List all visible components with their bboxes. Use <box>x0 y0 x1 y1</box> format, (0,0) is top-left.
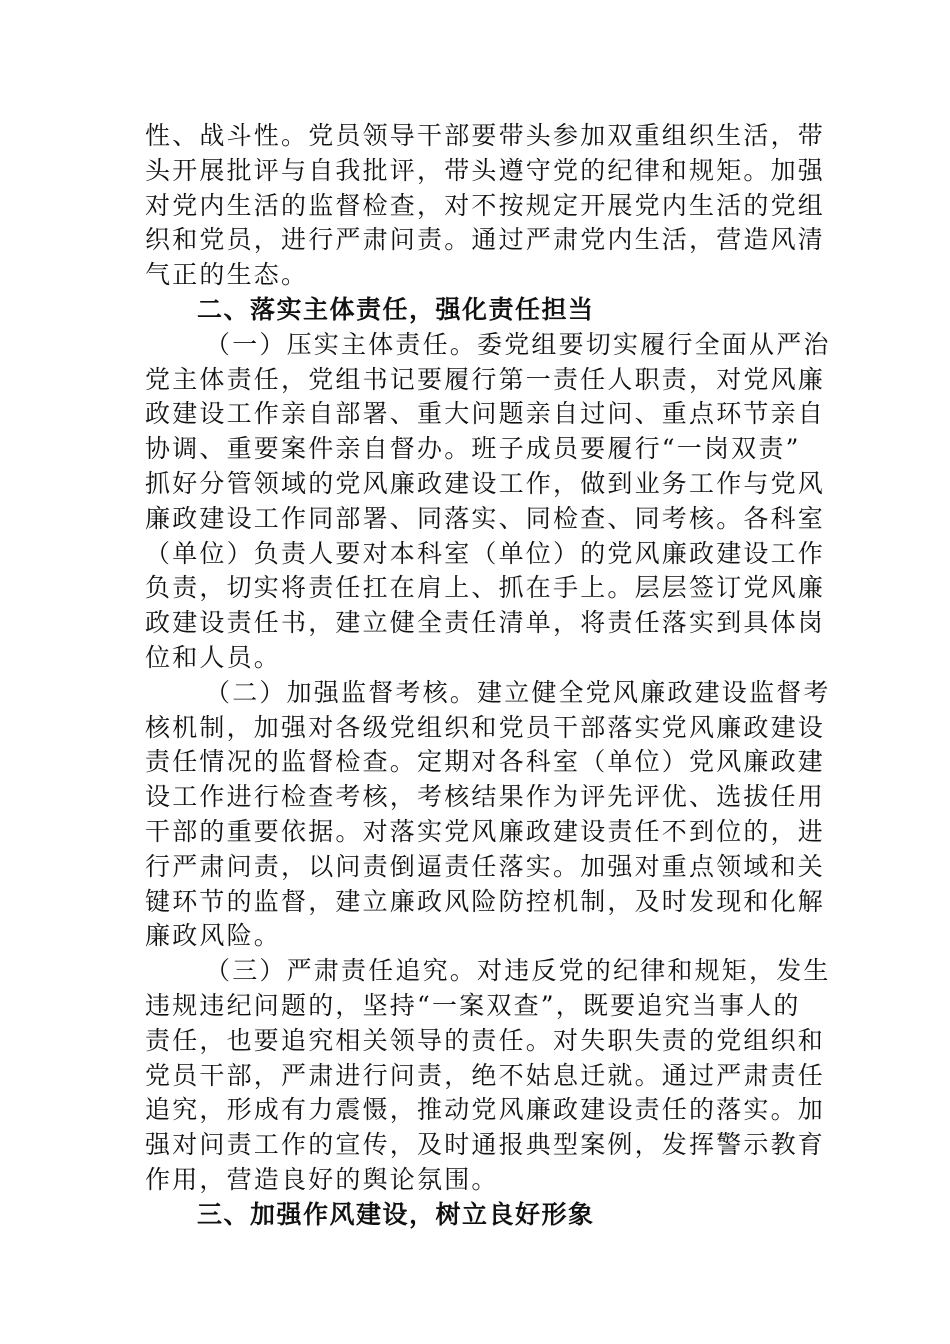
body-line: 干部的重要依据。对落实党风廉政建设责任不到位的，进 <box>145 816 826 846</box>
body-line: 追究，形成有力震慑，推动党风廉政建设责任的落实。加 <box>145 1095 826 1125</box>
body-line: 抓好分管领域的党风廉政建设工作，做到业务工作与党风 <box>145 468 826 498</box>
body-line: 头开展批评与自我批评，带头遵守党的纪律和规矩。加强 <box>145 155 826 185</box>
body-line: 行严肃问责，以问责倒逼责任落实。加强对重点领域和关 <box>145 851 826 881</box>
section-heading-3: 三、加强作风建设，树立良好形象 <box>197 1199 595 1229</box>
body-line: 廉政建设工作同部署、同落实、同检查、同考核。各科室 <box>145 503 826 533</box>
body-line: 党员干部，严肃进行问责，绝不姑息迁就。通过严肃责任 <box>145 1060 826 1090</box>
body-line: 政建设工作亲自部署、重大问题亲自过问、重点环节亲自 <box>145 399 826 429</box>
body-line: 负责，切实将责任扛在肩上、抓在手上。层层签订党风廉 <box>145 573 826 603</box>
body-line: （单位）负责人要对本科室（单位）的党风廉政建设工作 <box>145 538 826 568</box>
body-line: 政建设责任书，建立健全责任清单，将责任落实到具体岗 <box>145 608 826 638</box>
paragraph-start-line: （二）加强监督考核。建立健全党风廉政建设监督考 <box>205 677 831 707</box>
body-line: 对党内生活的监督检查，对不按规定开展党内生活的党组 <box>145 190 826 220</box>
body-line: 位和人员。 <box>145 642 282 672</box>
body-line: 强对问责工作的宣传，及时通报典型案例，发挥警示教育 <box>145 1130 826 1160</box>
body-line: 作用，营造良好的舆论氛围。 <box>145 1164 499 1194</box>
body-line: 气正的生态。 <box>145 260 309 290</box>
body-line: 核机制，加强对各级党组织和党员干部落实党风廉政建设 <box>145 712 826 742</box>
document-body <box>145 119 831 1233</box>
body-line: 设工作进行检查考核，考核结果作为评先评优、选拔任用 <box>145 782 826 812</box>
paragraph-start-line: （三）严肃责任追究。对违反党的纪律和规矩，发生 <box>205 956 831 986</box>
section-heading-2: 二、落实主体责任，强化责任担当 <box>197 294 595 324</box>
body-line: 协调、重要案件亲自督办。班子成员要履行“一岗双责” <box>145 434 801 464</box>
body-line: 织和党员，进行严肃问责。通过严肃党内生活，营造风清 <box>145 225 826 255</box>
body-line: 责任情况的监督检查。定期对各科室（单位）党风廉政建 <box>145 747 826 777</box>
paragraph-start-line: （一）压实主体责任。委党组要切实履行全面从严治 <box>205 329 831 359</box>
body-line: 党主体责任，党组书记要履行第一责任人职责，对党风廉 <box>145 364 826 394</box>
body-line: 性、战斗性。党员领导干部要带头参加双重组织生活，带 <box>145 121 826 150</box>
body-line: 违规违纪问题的，坚持“一案双查”，既要追究当事人的 <box>145 990 801 1020</box>
body-line: 廉政风险。 <box>145 921 282 951</box>
body-line: 责任，也要追究相关领导的责任。对失职失责的党组织和 <box>145 1025 826 1055</box>
body-line: 键环节的监督，建立廉政风险防控机制，及时发现和化解 <box>145 886 826 916</box>
